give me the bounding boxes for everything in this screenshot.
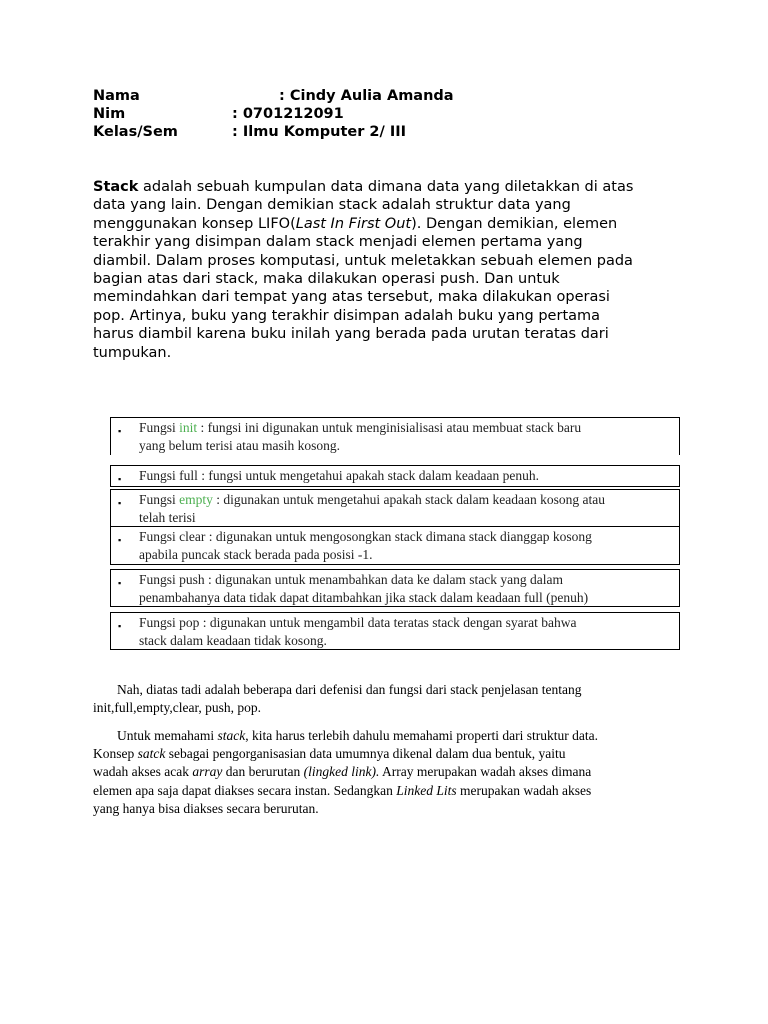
closing-text: wadah akses acak <box>93 764 193 780</box>
closing-text: sebagai pengorganisasian data umumnya dikenal dalam dua bentuk, yaitu <box>165 746 566 762</box>
intro-text: terakhir yang disimpan dalam stack menjadi elemen pertama yang <box>93 234 583 251</box>
bullet-icon: ▪ <box>118 474 122 484</box>
intro-text: memindahkan dari tempat yang atas tersebut, maka dilakukan operasi <box>93 289 610 306</box>
intro-text: harus diambil karena buku inilah yang berada pada urutan teratas dari <box>93 326 609 343</box>
bullet-icon: ▪ <box>118 578 122 588</box>
nama-value: : Cindy Aulia Amanda <box>279 88 454 104</box>
nim-label: Nim <box>93 106 126 122</box>
closing-text: elemen apa saja dapat diakses secara instan. Sedangkan <box>93 782 397 798</box>
nim-value: : 0701212091 <box>232 106 344 122</box>
function-box-pop <box>110 612 680 650</box>
summary-paragraph <box>93 681 673 717</box>
function-box-push <box>110 569 680 607</box>
lifo-expansion: Last In First Out <box>295 215 412 232</box>
function-text: Fungsi pop : digunakan untuk mengambil data teratas stack dengan syarat bahwa <box>139 615 577 630</box>
closing-text: merupakan wadah akses <box>456 782 592 798</box>
intro-text: data yang lain. Dengan demikian stack adalah struktur data yang <box>93 197 571 214</box>
intro-text: pop. Artinya, buku yang terakhir disimpan adalah buku yang pertama <box>93 307 601 324</box>
closing-text: Array merupakan wadah akses dimana <box>379 764 592 780</box>
bullet-icon: ▪ <box>118 535 122 545</box>
function-text: apabila puncak stack berada pada posisi -1. <box>139 547 373 562</box>
bullet-icon: ▪ <box>118 498 122 508</box>
kelas-label: Kelas/Sem <box>93 124 178 140</box>
function-text: stack dalam keadaan tidak kosong. <box>139 633 327 648</box>
function-box-empty <box>110 489 680 527</box>
summary-text: Nah, diatas tadi adalah beberapa dari defenisi dan fungsi dari stack penjelasan tentang <box>117 682 582 697</box>
intro-text: adalah sebuah kumpulan data dimana data yang diletakkan di atas <box>138 179 634 195</box>
closing-italic: stack <box>217 728 246 743</box>
closing-text: dan berurutan <box>222 764 304 780</box>
function-text: Fungsi push : digunakan untuk menambahkan data ke dalam stack yang dalam <box>139 572 564 587</box>
closing-italic: (lingked link). <box>303 764 380 780</box>
intro-text: ). Dengan demikian, elemen <box>411 215 618 232</box>
function-text: Fungsi full : fungsi untuk mengetahui apakah stack dalam keadaan penuh. <box>139 468 540 483</box>
function-text: : fungsi ini digunakan untuk menginisialisasi atau membuat stack baru <box>197 420 582 435</box>
function-box-full <box>110 465 680 487</box>
closing-text: Konsep <box>93 746 138 762</box>
function-text: Fungsi clear : digunakan untuk mengosongkan stack dimana stack dianggap kosong <box>139 529 592 544</box>
empty-link[interactable]: empty <box>179 492 213 507</box>
bullet-icon: ▪ <box>118 621 122 631</box>
closing-text: , kita harus terlebih dahulu memahami properti dari struktur data. <box>245 728 599 743</box>
kelas-value: : Ilmu Komputer 2/ III <box>232 124 407 140</box>
function-text: yang belum terisi atau masih kosong. <box>139 438 340 453</box>
summary-text: init,full,empty,clear, push, pop. <box>93 700 262 716</box>
closing-italic: satck <box>137 746 166 762</box>
closing-text: yang hanya bisa diakses secara berurutan. <box>93 800 319 816</box>
bullet-icon: ▪ <box>118 426 122 436</box>
function-text: penambahanya data tidak dapat ditambahkan jika stack dalam keadaan full (penuh) <box>139 590 589 605</box>
closing-italic: array <box>192 764 223 780</box>
intro-paragraph <box>93 178 683 362</box>
intro-text: menggunakan konsep LIFO( <box>93 215 296 232</box>
function-text: Fungsi <box>139 492 180 507</box>
closing-italic: Linked Lits <box>396 782 457 798</box>
function-text: : digunakan untuk mengetahui apakah stack dalam keadaan kosong atau <box>212 492 606 507</box>
intro-text: diambil. Dalam proses komputasi, untuk meletakkan sebuah elemen pada <box>93 252 633 269</box>
function-text: telah terisi <box>139 510 196 525</box>
init-link[interactable]: init <box>179 420 198 435</box>
intro-lead-term: Stack <box>93 179 139 195</box>
closing-text: Untuk memahami <box>117 728 218 743</box>
closing-paragraph <box>93 727 673 818</box>
function-text: Fungsi <box>139 420 180 435</box>
function-box-init <box>110 417 680 455</box>
intro-text: tumpukan. <box>93 344 172 361</box>
intro-text: bagian atas dari stack, maka dilakukan operasi push. Dan untuk <box>93 271 560 288</box>
function-box-clear <box>110 526 680 565</box>
nama-label: Nama <box>93 88 140 104</box>
